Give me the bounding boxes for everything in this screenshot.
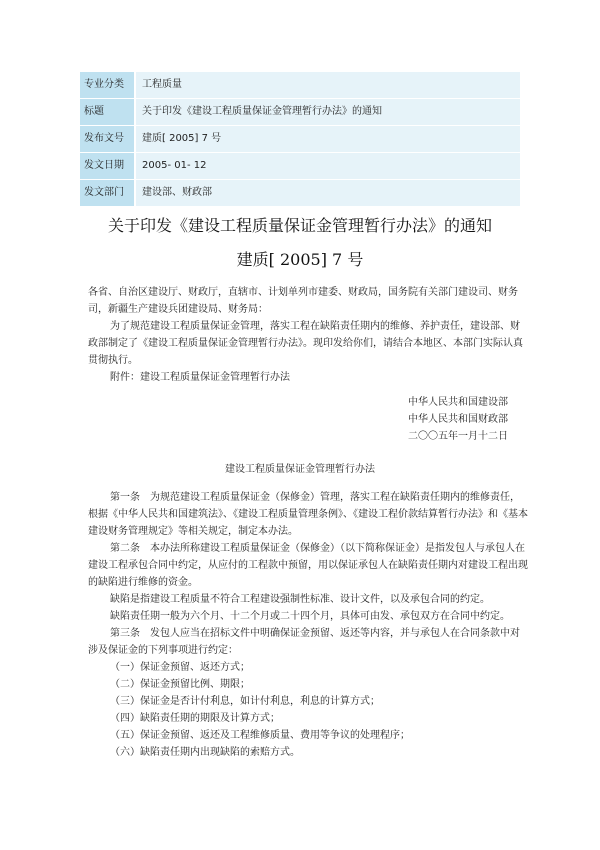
- meta-row-doc-number: [80, 125, 520, 152]
- meta-label: 发文部门: [80, 180, 134, 206]
- meta-value: 建设部、财政部: [136, 180, 520, 206]
- document-title: 关于印发《建设工程质量保证金管理暂行办法》的通知: [107, 216, 492, 235]
- list-item: （四）缺陷责任期的期限及计算方式；: [110, 713, 280, 724]
- signature-block: [408, 394, 508, 445]
- list-item: （三）保证金是否计付利息，如计付利息，利息的计算方式；: [110, 696, 380, 707]
- metadata-table: [80, 72, 520, 206]
- meta-value: 关于印发《建设工程质量保证金管理暂行办法》的通知: [136, 99, 520, 125]
- list-item: （一）保证金预留、返还方式；: [110, 662, 250, 673]
- article-2-period: 缺陷责任期一般为六个月、十二个月或二十四个月，具体可由发、承包双方在合同中约定。: [110, 611, 510, 622]
- attachment-title: 建设工程质量保证金管理暂行办法: [225, 464, 375, 475]
- list-item: （二）保证金预留比例、期限；: [110, 679, 250, 690]
- article-3: 第三条 发包人应当在招标文件中明确保证金预留、返还等内容，并与承包人在合同条款中对涉及保证金的下列事项进行约定：: [88, 628, 520, 656]
- meta-row-category: [80, 72, 520, 98]
- meta-value: 工程质量: [136, 72, 520, 98]
- meta-value: 建质[ 2005] 7 号: [136, 126, 520, 152]
- list-item: （六）缺陷责任期内出现缺陷的索赔方式。: [110, 747, 300, 758]
- meta-label: 标题: [80, 99, 134, 125]
- signature-date: 二〇〇五年一月十二日: [408, 431, 508, 442]
- meta-row-date: [80, 152, 520, 179]
- meta-row-department: [80, 179, 520, 206]
- signer-ministry-finance: 中华人民共和国财政部: [408, 414, 508, 425]
- meta-label: 发文日期: [80, 153, 134, 179]
- meta-value: 2005- 01- 12: [136, 153, 520, 179]
- document-number: 建质[ 2005] 7 号: [236, 250, 364, 269]
- article-2: 第二条 本办法所称建设工程质量保证金（保修金）（以下简称保证金）是指发包人与承包人在建设工程承包合同中约定，从应付的工程款中预留，用以保证承包人在缺陷责任期内对建设工程出现的缺陷进行维修的资金。: [88, 543, 528, 588]
- list-item: （五）保证金预留、返还及工程维修质量、费用等争议的处理程序；: [110, 730, 410, 741]
- meta-row-title: [80, 98, 520, 125]
- meta-label: 发布文号: [80, 126, 134, 152]
- meta-label: 专业分类: [80, 72, 134, 98]
- article-2-defect: 缺陷是指建设工程质量不符合工程建设强制性标准、设计文件，以及承包合同的约定。: [110, 594, 490, 605]
- addressee: 各省、自治区建设厅、财政厅，直辖市、计划单列市建委、财政局，国务院有关部门建设司、财务司，新疆生产建设兵团建设局、财务局：: [88, 287, 518, 315]
- notice-paragraph: 为了规范建设工程质量保证金管理，落实工程在缺陷责任期内的维修、养护责任，建设部、财政部制定了《建设工程质量保证金管理暂行办法》。现印发给你们，请结合本地区、本部门实际认真贯彻执行。: [88, 321, 523, 366]
- regulation-body: [88, 489, 528, 761]
- signer-ministry-construction: 中华人民共和国建设部: [408, 397, 508, 408]
- notice-body: [88, 284, 528, 386]
- article-1: 第一条 为规范建设工程质量保证金（保修金）管理，落实工程在缺陷责任期内的维修责任，根据《中华人民共和国建筑法》、《建设工程质量管理条例》、《建设工程价款结算暂行办法》和《基本建设财务管理规定》等相关规定，制定本办法。: [88, 492, 528, 537]
- attachment-line: 附件：建设工程质量保证金管理暂行办法: [110, 372, 290, 383]
